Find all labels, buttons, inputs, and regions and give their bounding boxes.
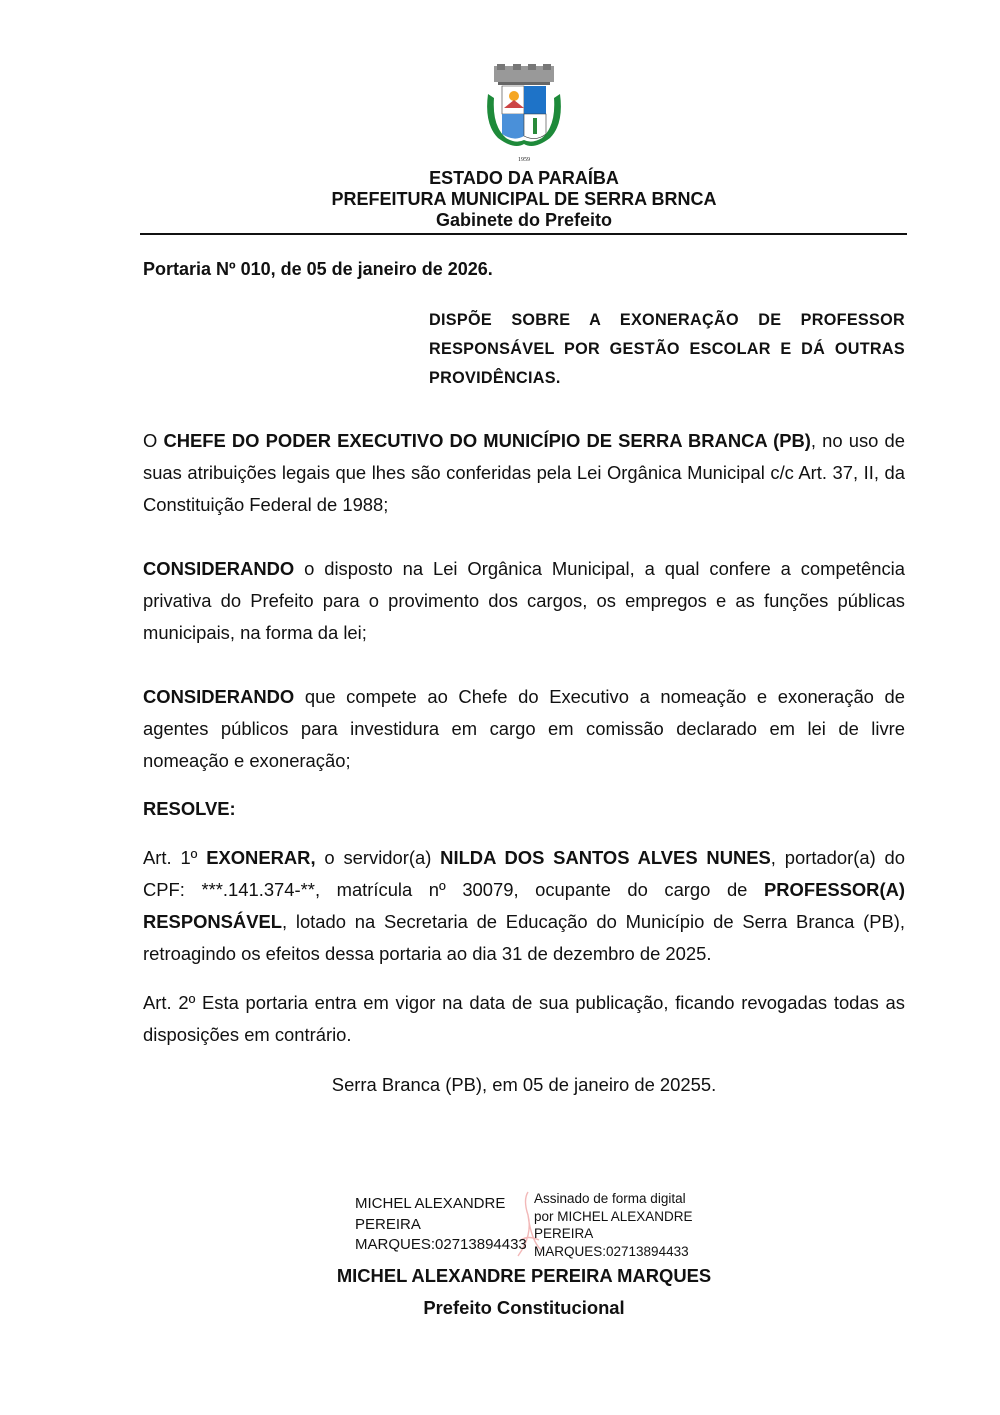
article-2: Art. 2º Esta portaria entra em vigor na data de sua publicação, ficando revogadas todas as disposições em contrário. bbox=[143, 992, 905, 1045]
signatory-name: MICHEL ALEXANDRE PEREIRA MARQUES bbox=[336, 1265, 712, 1286]
digital-signature-block bbox=[355, 1190, 715, 1260]
document-title: Portaria Nº 010, de 05 de janeiro de 2026. bbox=[143, 259, 493, 279]
header-prefeitura: PREFEITURA MUNICIPAL DE SERRA BRNCA bbox=[331, 189, 717, 209]
article-1: Art. 1º EXONERAR, o servidor(a) NILDA DOS SANTOS ALVES NUNES, portador(a) do CPF: ***.141.374-**, matrícula nº 30079, ocupante do cargo de PROFESSOR(A) RESPONSÁVEL, lotado na Secretaria de Educação do Município de Serra Branca (PB), retroagindo os efeitos dessa portaria ao dia 31 de dezembro de 2025. bbox=[143, 847, 905, 964]
municipal-coat-of-arms bbox=[484, 64, 564, 164]
signature-details: Assinado de forma digital por MICHEL ALEXANDRE PEREIRA MARQUES:02713894433 bbox=[534, 1191, 693, 1259]
ementa: DISPÕE SOBRE A EXONERAÇÃO DE PROFESSOR RESPONSÁVEL POR GESTÃO ESCOLAR E DÁ OUTRAS PROVIDÊNCIAS. bbox=[429, 311, 905, 387]
considerando-paragraph-2: CONSIDERANDO que compete ao Chefe do Executivo a nomeação e exoneração de agentes públicos para investidura em cargo em comissão declarado em lei de livre nomeação e exoneração; bbox=[143, 686, 905, 771]
preamble-paragraph: O CHEFE DO PODER EXECUTIVO DO MUNICÍPIO DE SERRA BRANCA (PB), no uso de suas atribuições legais que lhes são conferidas pela Lei Orgânica Municipal c/c Art. 37, II, da Constituição Federal de 1988; bbox=[143, 430, 905, 515]
header-divider bbox=[140, 233, 907, 235]
signer-name: MICHEL ALEXANDRE PEREIRA MARQUES:02713894433 bbox=[355, 1195, 527, 1253]
header-state: ESTADO DA PARAÍBA bbox=[429, 168, 619, 188]
header-gabinete: Gabinete do Prefeito bbox=[435, 210, 613, 230]
place-date: Serra Branca (PB), em 05 de janeiro de 20255. bbox=[331, 1074, 717, 1095]
svg-text:1959: 1959 bbox=[518, 157, 530, 163]
signatory-role: Prefeito Constitucional bbox=[423, 1297, 625, 1318]
considerando-paragraph-1: CONSIDERANDO o disposto na Lei Orgânica Municipal, a qual confere a competência privativa do Prefeito para o provimento dos cargos, os empregos e as funções públicas municipais, na forma da lei; bbox=[143, 558, 905, 643]
resolve-heading: RESOLVE: bbox=[143, 798, 236, 819]
